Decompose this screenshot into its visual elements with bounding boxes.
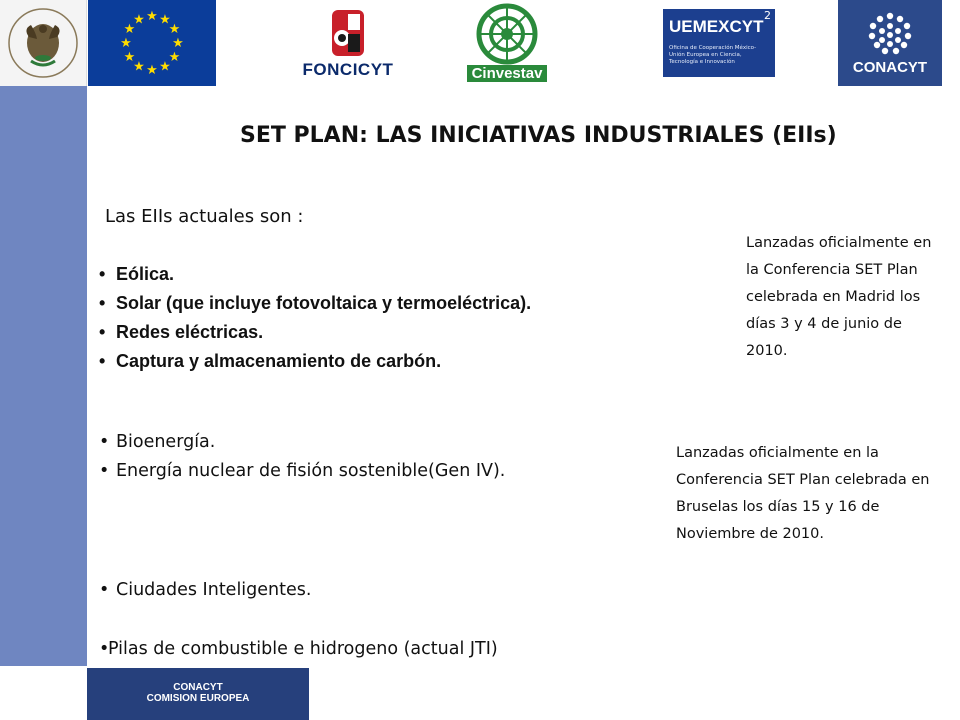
foncicyt-wordmark: FONCICYT — [302, 60, 394, 79]
uemexcyt-wordmark: UEMEXCYT — [669, 17, 764, 36]
list-item: • Solar (que incluye fotovoltaica y termoeléctrica). — [99, 289, 531, 318]
bullet-list-group-4 — [99, 635, 498, 664]
svg-text:★: ★ — [159, 59, 171, 75]
svg-text:★: ★ — [120, 36, 132, 51]
mexico-coat-of-arms-logo — [0, 0, 87, 86]
conacyt-wordmark: CONACYT — [852, 58, 928, 76]
foncicyt-logo — [300, 0, 396, 86]
footer-line-conacyt: CONACYT — [173, 682, 223, 693]
eu-flag-logo — [88, 0, 216, 86]
cinvestav-wordmark: Cinvestav — [467, 65, 548, 82]
uemexcyt-superscript: 2 — [764, 9, 771, 22]
left-sidebar-bar — [0, 86, 87, 666]
cinvestav-emblem-icon — [471, 2, 543, 66]
uemexcyt-logo — [660, 0, 778, 86]
list-item: • Bioenergía. — [99, 428, 505, 457]
list-item: • Ciudades Inteligentes. — [99, 576, 311, 605]
note-bruselas: Lanzadas oficialmente en la Conferencia SET Plan celebrada en Bruselas los días 15 y 16 de Noviembre de 2010. — [676, 445, 930, 542]
svg-text:★: ★ — [146, 63, 158, 78]
svg-text:★: ★ — [133, 59, 145, 75]
svg-text:★: ★ — [133, 12, 145, 28]
bullet-list-group-1 — [99, 260, 531, 376]
footer-banner — [87, 668, 309, 720]
list-item: • Captura y almacenamiento de carbón. — [99, 347, 531, 376]
bullet-list-group-2 — [99, 428, 505, 486]
cinvestav-logo — [464, 0, 550, 86]
svg-text:★: ★ — [123, 22, 136, 37]
svg-text:★: ★ — [168, 22, 181, 37]
svg-text:★: ★ — [168, 50, 181, 65]
list-item: • Energía nuclear de fisión sostenible(Gen IV). — [99, 457, 505, 486]
logo-band — [0, 0, 960, 86]
list-item: • Redes eléctricas. — [99, 318, 531, 347]
uemexcyt-badge — [663, 9, 775, 77]
list-item: • Eólica. — [99, 260, 531, 289]
svg-text:★: ★ — [159, 12, 171, 28]
slide-title: SET PLAN: LAS INICIATIVAS INDUSTRIALES (EIIs) — [240, 123, 837, 148]
intro-text: Las EIIs actuales son : — [105, 206, 304, 227]
foncicyt-emblem-icon — [318, 6, 378, 62]
note-madrid: Lanzadas oficialmente en la Conferencia SET Plan celebrada en Madrid los días 3 y 4 de junio de 2010. — [746, 235, 932, 359]
eagle-icon — [3, 3, 83, 83]
svg-text:★: ★ — [172, 36, 184, 51]
conacyt-dots-icon — [867, 11, 913, 57]
svg-text:★: ★ — [123, 50, 136, 65]
conacyt-logo — [838, 0, 942, 86]
eu-stars-icon — [92, 3, 212, 83]
svg-text:★: ★ — [146, 9, 158, 24]
uemexcyt-subtitle: Oficina de Cooperación México-Unión Europea en Ciencia, Tecnología e Innovación — [669, 45, 757, 65]
footer-line-comision: COMISION EUROPEA — [146, 693, 250, 704]
bullet-list-group-3 — [99, 576, 311, 605]
list-item: • Pilas de combustible e hidrogeno (actual JTI) — [99, 635, 498, 664]
